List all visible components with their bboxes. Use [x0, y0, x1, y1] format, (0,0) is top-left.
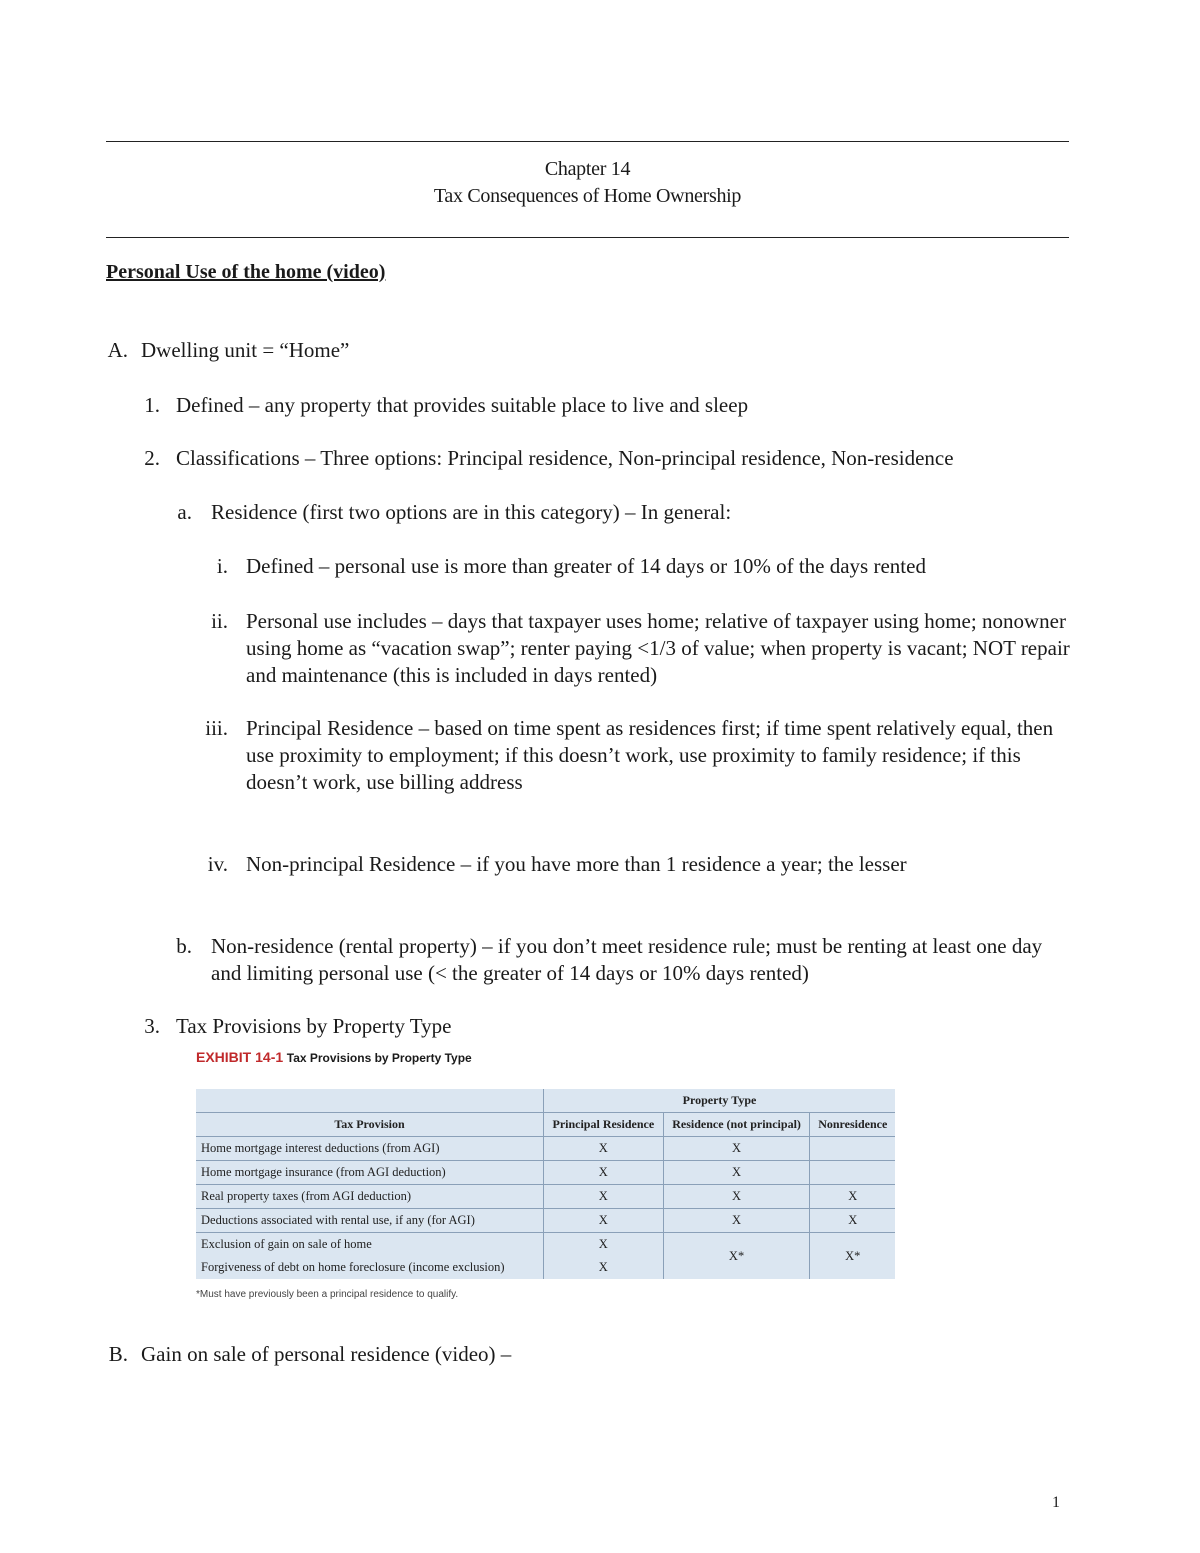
chapter-subtitle: Tax Consequences of Home Ownership	[433, 185, 742, 207]
outline-item-3: Tax Provisions by Property Type	[176, 1014, 452, 1038]
row-provision: Home mortgage insurance (from AGI deduction)	[196, 1161, 543, 1185]
section-heading: Personal Use of the home (video)	[106, 261, 386, 283]
outline-label-2a-i: i.	[216, 554, 228, 578]
cell-nonprincipal: X	[663, 1161, 810, 1185]
top-rule	[106, 141, 1069, 142]
cell-principal: X	[543, 1161, 663, 1185]
outline-label-b: B.	[108, 1342, 128, 1366]
row-provision: Home mortgage interest deductions (from AGI)	[196, 1137, 543, 1161]
table-row	[196, 1161, 895, 1185]
outline-label-3: 3.	[144, 1014, 160, 1038]
table-row	[196, 1233, 895, 1257]
chapter-title: Chapter 14	[544, 158, 631, 180]
exhibit-title: Tax Provisions by Property Type	[286, 1051, 472, 1065]
outline-item-2: Classifications – Three options: Principal residence, Non-principal residence, Non-residence	[176, 446, 954, 470]
table-row	[196, 1137, 895, 1161]
cell-nonprincipal: X	[663, 1185, 810, 1209]
row-provision: Forgiveness of debt on home foreclosure (income exclusion)	[201, 1260, 505, 1274]
exhibit-table	[196, 1089, 895, 1279]
table-row	[196, 1185, 895, 1209]
outline-label-1: 1.	[144, 393, 160, 417]
cell-nonprincipal: X	[663, 1137, 810, 1161]
cell-principal: X	[543, 1209, 663, 1233]
col-residence-not-principal: Residence (not principal)	[663, 1113, 810, 1137]
cell-principal: X	[543, 1233, 663, 1257]
cell-nonresidence: X	[810, 1209, 895, 1233]
row-provision: Deductions associated with rental use, if any (for AGI)	[196, 1209, 543, 1233]
cell-principal: X	[543, 1185, 663, 1209]
outline-label-2a: a.	[177, 500, 192, 524]
cell-principal: X	[543, 1137, 663, 1161]
outline-label-2a-iii: iii.	[205, 716, 228, 740]
outline-label-2a-iv: iv.	[207, 852, 228, 876]
cell-nonprincipal: X*	[663, 1233, 810, 1280]
outline-item-2b: Non-residence (rental property) – if you don’t meet residence rule; must be renting at least one day and limiting personal use (< the greater of 14 days or 10% days rented)	[211, 934, 1043, 985]
col-principal-residence: Principal Residence	[543, 1113, 663, 1137]
cell-nonresidence	[810, 1161, 895, 1185]
cell-nonprincipal: X	[663, 1209, 810, 1233]
outline-item-b: Gain on sale of personal residence (video) –	[141, 1342, 512, 1366]
exhibit-caption	[196, 1049, 472, 1065]
outline-item-2a: Residence (first two options are in this category) – In general:	[211, 500, 732, 524]
exhibit-number: EXHIBIT 14-1	[196, 1049, 284, 1065]
outline-label-2b: b.	[176, 934, 192, 958]
cell-nonresidence	[810, 1137, 895, 1161]
col-tax-provision: Tax Provision	[196, 1113, 543, 1137]
col-nonresidence: Nonresidence	[810, 1113, 895, 1137]
cell-nonresidence: X	[810, 1185, 895, 1209]
exhibit-footnote: *Must have previously been a principal residence to qualify.	[196, 1289, 459, 1300]
cell-nonresidence: X*	[810, 1233, 895, 1280]
outline-item-2a-iii: Principal Residence – based on time spent as residences first; if time spent relatively equal, then use proximity to employment; if this doesn’t work, use proximity to family residence; if this doesn’t work, use billing address	[246, 716, 1054, 794]
row-provision: Exclusion of gain on sale of home	[201, 1237, 372, 1251]
outline-label-a: A.	[107, 338, 128, 362]
outline-label-2a-ii: ii.	[211, 609, 228, 633]
outline-item-2a-iv: Non-principal Residence – if you have more than 1 residence a year; the lesser	[246, 852, 907, 876]
outline-item-1: Defined – any property that provides suitable place to live and sleep	[176, 393, 749, 417]
page-number: 1	[1052, 1494, 1060, 1511]
outline-label-2: 2.	[144, 446, 160, 470]
row-provision: Real property taxes (from AGI deduction)	[196, 1185, 543, 1209]
property-type-header: Property Type	[543, 1089, 895, 1113]
table-row	[196, 1209, 895, 1233]
bottom-rule	[106, 237, 1069, 238]
cell-principal: X	[543, 1256, 663, 1279]
outline-item-2a-ii: Personal use includes – days that taxpayer uses home; relative of taxpayer using home; nonowner using home as “vacation swap”; renter paying <1/3 of value; when property is vacant; NOT repair and maintenance (this is included in days rented)	[246, 609, 1070, 687]
outline-item-2a-i: Defined – personal use is more than greater of 14 days or 10% of the days rented	[246, 554, 926, 578]
outline-item-a: Dwelling unit = “Home”	[141, 338, 350, 362]
